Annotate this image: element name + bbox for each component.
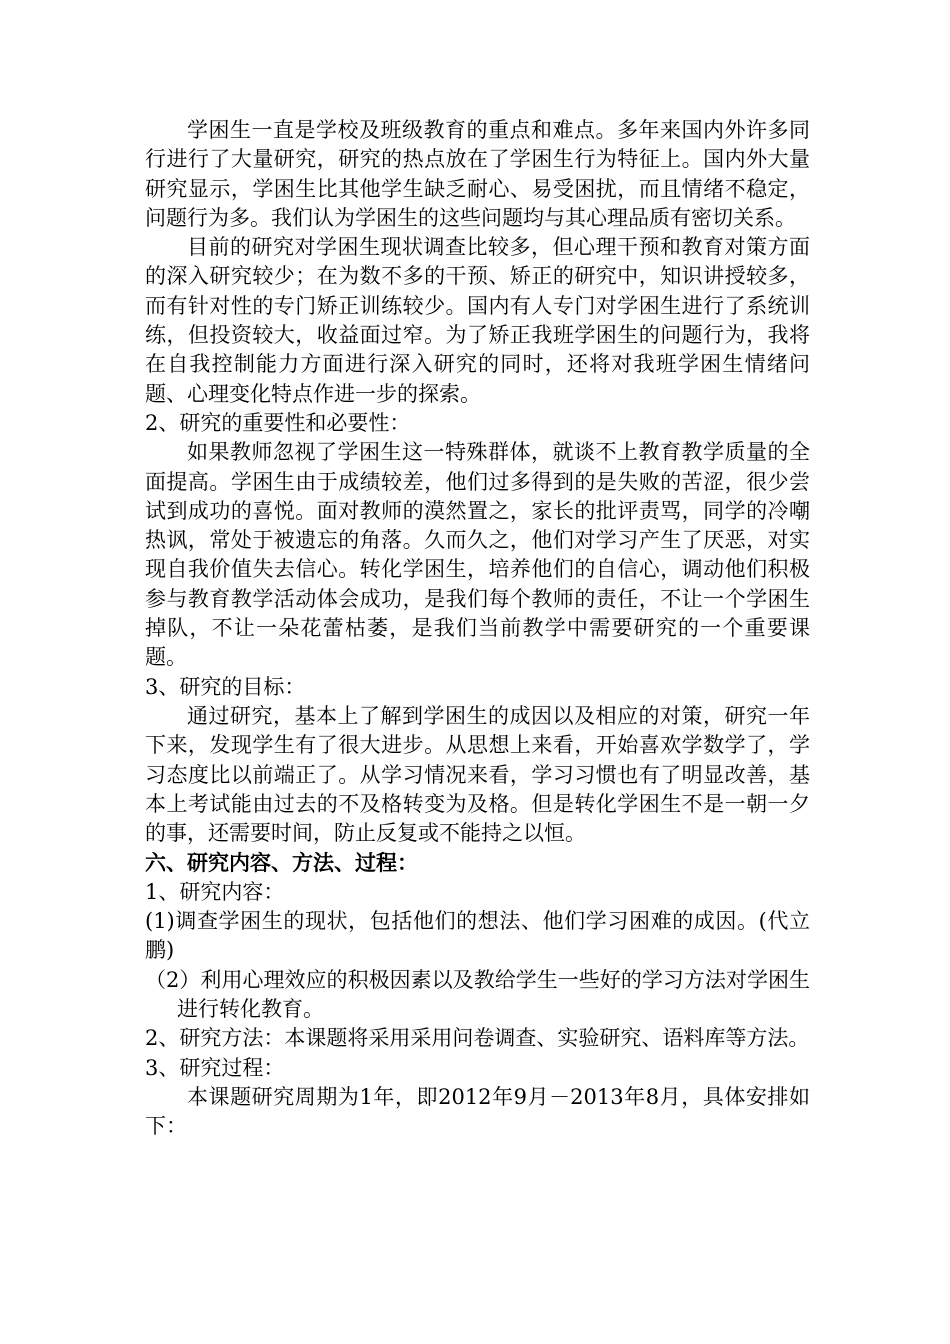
- list-item-content-2: （2）利用心理效应的积极因素以及教给学生一些好的学习方法对学困生进行转化教育。: [145, 967, 810, 1021]
- paragraph-importance: 如果教师忽视了学困生这一特殊群体，就谈不上教育教学质量的全面提高。学困生由于成绩较差，他们过多得到的是失败的苦涩，很少尝试到成功的喜悦。面对教师的漠然置之，家长的批评责骂，同学的冷嘲热讽，常处于被遗忘的角落。久而久之，他们对学习产生了厌恶，对实现自我价值失去信心。转化学困生，培养他们的自信心，调动他们积极参与教育教学活动体会成功，是我们每个教师的责任，不让一个学困生掉队，不让一朵花蕾枯萎，是我们当前教学中需要研究的一个重要课题。: [145, 440, 810, 670]
- paragraph-goals: 通过研究，基本上了解到学困生的成因以及相应的对策，研究一年下来，发现学生有了很大进步。从思想上来看，开始喜欢学数学了，学习态度比以前端正了。从学习情况来看，学习习惯也有了明显改善，基本上考试能由过去的不及格转变为及格。但是转化学困生不是一朝一夕的事，还需要时间，防止反复或不能持之以恒。: [145, 703, 810, 846]
- paragraph-research-process: 本课题研究周期为1年，即2012年9月－2013年8月，具体安排如下：: [145, 1084, 810, 1139]
- paragraph-research-method: 2、研究方法：本课题将采用采用问卷调查、实验研究、语料库等方法。: [145, 1026, 810, 1051]
- heading-research-process: 3、研究过程：: [145, 1055, 285, 1080]
- list-item-content-1: (1)调查学困生的现状，包括他们的想法、他们学习困难的成因。(代立鹏): [145, 909, 810, 963]
- paragraph-background-1: 学困生一直是学校及班级教育的重点和难点。多年来国内外许多同行进行了大量研究，研究的热点放在了学困生行为特征上。国内外大量研究显示，学困生比其他学生缺乏耐心、易受困扰，而且情绪不稳定，问题行为多。我们认为学困生的这些问题均与其心理品质有密切关系。: [145, 118, 810, 230]
- paragraph-background-2: 目前的研究对学困生现状调查比较多，但心理干预和教育对策方面的深入研究较少；在为数不多的干预、矫正的研究中，知识讲授较多，而有针对性的专门矫正训练较少。国内有人专门对学困生进行了系统训练，但投资较大，收益面过窄。为了矫正我班学困生的问题行为，我将在自我控制能力方面进行深入研究的同时，还将对我班学困生情绪问题、心理变化特点作进一步的探索。: [145, 235, 810, 406]
- heading-importance: 2、研究的重要性和必要性：: [145, 410, 411, 435]
- heading-goals: 3、研究的目标：: [145, 674, 306, 699]
- section-heading-content-method-process: 六、研究内容、方法、过程：: [145, 850, 418, 876]
- document-body: [145, 116, 810, 1141]
- heading-research-content: 1、研究内容：: [145, 879, 285, 904]
